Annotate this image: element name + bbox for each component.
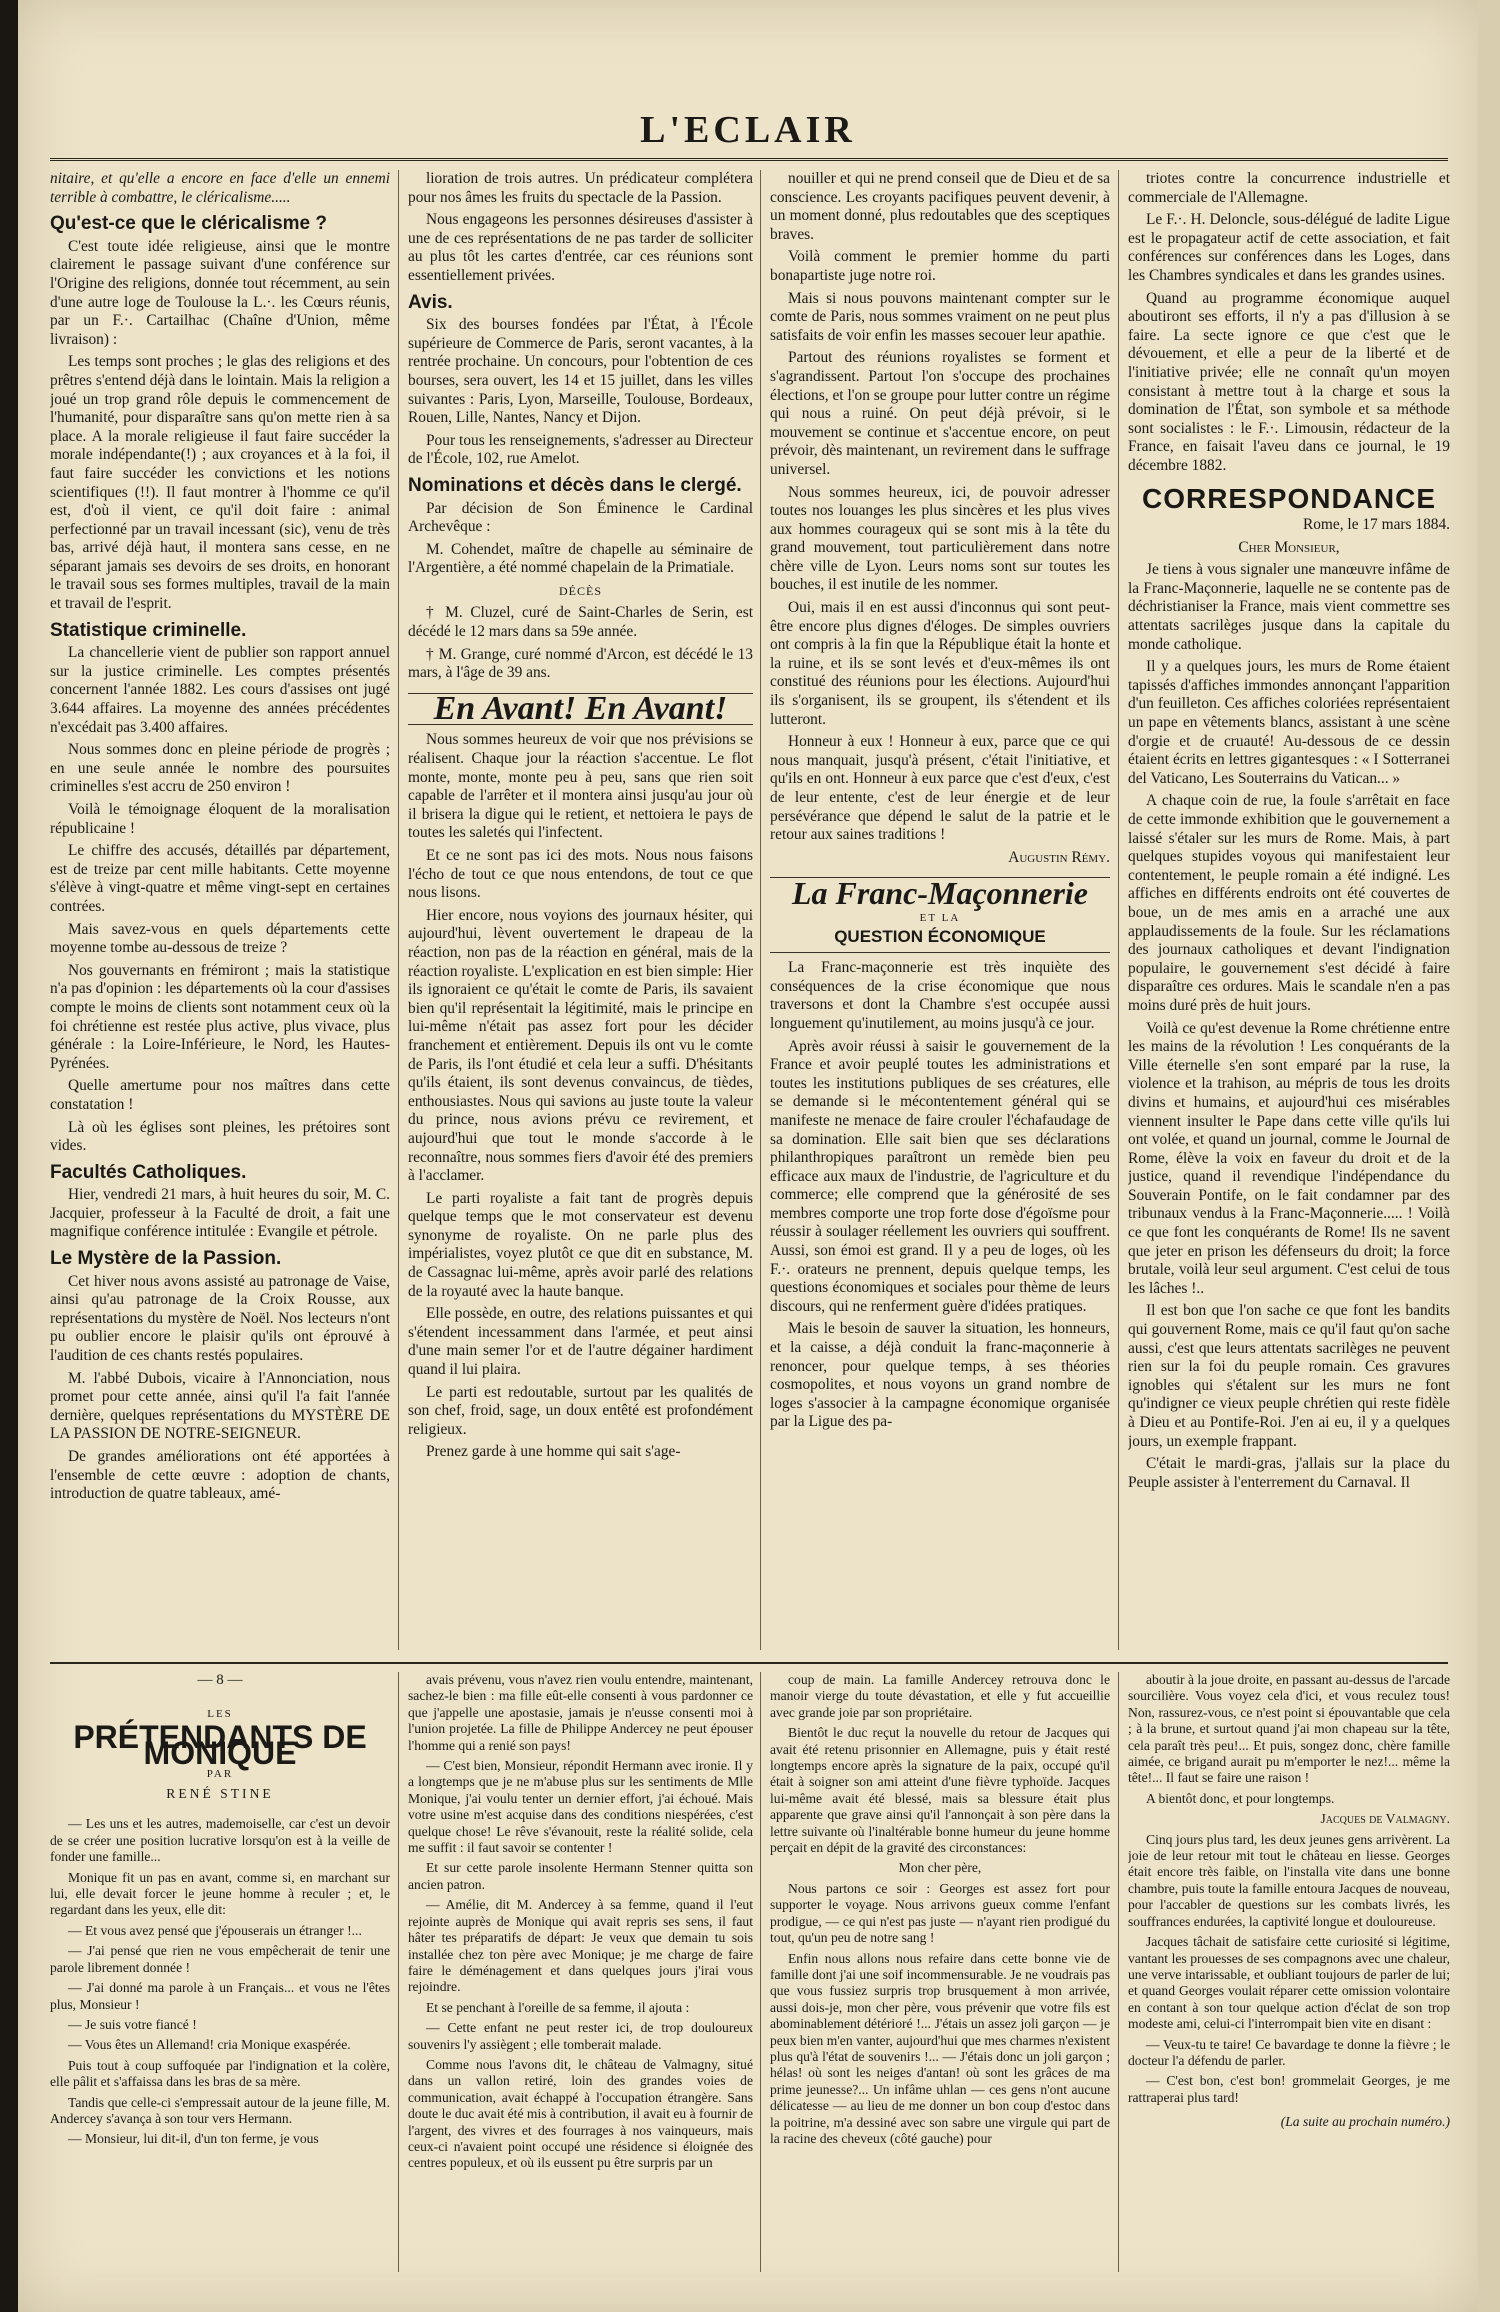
paragraph: lioration de trois autres. Un prédicateur complétera pour nos âmes les fruits du spectacle de la Passion.	[408, 170, 753, 206]
paragraph: † M. Grange, curé nommé d'Arcon, est décédé le 13 mars, à l'âge de 39 ans.	[408, 645, 753, 682]
paragraph: Mais si nous pouvons maintenant compter sur le comte de Paris, nous sommes vraiment on ne peut plus satisfaits de voir enfin les masses secouer leur apathie.	[770, 289, 1110, 344]
paragraph: Après avoir réussi à saisir le gouvernement de la France et avoir peuplé toutes les administrations et toutes les institutions publiques de ses créatures, elle se demande si le mécontentement général qui se manifeste ne menace de faire crouler l'échafaudage de sa domination. Elle sait bien que ses déclarations philanthropiques paraîtront un remède bien peu efficace aux maux de l'industrie, de l'agriculture et du commerce; elle comprend que la générosité de ses membres comporte une trop forte dose d'égoïsme pour réussir à soulager réellement les ouvriers qui souffrent. Aussi, son émoi est grand. Il y a peu de loges, où les F.·. orateurs ne prennent, depuis quelque temps, les questions économiques et sociales pour thème de leurs discours, qui ne renferment guère d'idées pratiques.	[770, 1037, 1110, 1315]
paragraph: La Franc-maçonnerie est très inquiète des conséquences de la crise économique que nous traversons et dont la Chambre s'est occupée aussi longuement qu'inutilement, au moins jusqu'à ce jour.	[770, 959, 1110, 1032]
paragraph: Nous sommes donc en pleine période de progrès ; en une seule année le nombre des poursuites criminelles s'est accru de 250 environ !	[50, 741, 390, 796]
paragraph: triotes contre la concurrence industrielle et commerciale de l'Allemagne.	[1128, 170, 1450, 206]
paragraph: Nous partons ce soir : Georges est assez fort pour supporter le voyage. Nous arrivons gueux comme l'enfant prodigue, — ce qui n'est pas juste — n'ayant rien prodigué du tout, qu'un peu de notre sang !	[770, 1880, 1110, 1946]
paragraph: Nous sommes heureux de voir que nos prévisions se réalisent. Chaque jour la réaction s'accentue. Le flot monte, monte, monte peu à peu, sans que rien soit capable de l'arrêter et il montera ainsi jusqu'au jour où il brisera la digue qui le retient, et nettoiera le pays de toutes les saletés qui l'infectent.	[408, 731, 753, 842]
paragraph: Le parti est redoutable, surtout par les qualités de son chef, froid, sage, un doux entêté est profondément religieux.	[408, 1383, 753, 1438]
paragraph: — J'ai donné ma parole à un Français... et vous ne l'êtes plus, Monsieur !	[50, 1980, 390, 2012]
column-divider	[398, 170, 399, 1650]
paragraph: Nous sommes heureux, ici, de pouvoir adresser toutes nos louanges les plus sincères et les plus vives aux hommes courageux qui se sont mis à la tête du grand mouvement, tout particulièrement dans notre chère ville de Lyon. Leurs noms sont sur toutes les bouches, il est inutile de les nommer.	[770, 483, 1110, 594]
headline-statistique: Statistique criminelle.	[50, 619, 247, 641]
feuilleton-title: PRÉTENDANTS DE MONIQUE	[73, 1718, 367, 1772]
column-2	[408, 170, 753, 1650]
paragraph: Pour tous les renseignements, s'adresser au Directeur de l'École, 102, rue Amelot.	[408, 431, 753, 468]
paragraph: — Vous êtes un Allemand! cria Monique exaspérée.	[68, 2037, 351, 2053]
paragraph: Voilà ce qu'est devenue la Rome chrétienne entre les mains de la révolution ! Les conquérants de la Ville éternelle s'en sont emparé par la ruse, la violence et la trahison, au mépris de tous les droits divins et humains, et aujourd'hui ces misérables viennent insulter le Pape dans cette ville qu'ils lui ont volée, et quand un journal, comme le Journal de Rome, élève la voix en faveur du droit et de la justice, quand il revendique l'indépendance du Souverain Pontife, on le fait condamner par des tribunaux vendus à la Franc-Maçonnerie..... ! Voilà ce que font les conquérants de Rome! Ils ne savent que jeter en prison les défenseurs du droit; la force brutale, voilà leur seul argument. C'est celui de tous les lâches !..	[1128, 1019, 1450, 1297]
column-3	[770, 170, 1110, 1650]
paragraph: Nous engageons les personnes désireuses d'assister à une de ces représentations de ne pas tarder de solliciter au plus tôt les cartes d'entrée, car ces réunions sont essentiellement privées.	[408, 211, 753, 284]
paragraph: — Cette enfant ne peut rester ici, de trop douloureux souvenirs l'y assiègent ; elle tomberait malade.	[408, 2020, 753, 2052]
column-4	[1128, 170, 1450, 1650]
paragraph: Cinq jours plus tard, les deux jeunes gens arrivèrent. La joie de leur retour mit tout le château en liesse. Georges était encore très faible, on l'installa vite dans une bonne chambre, puis toute la famille entoura Jacques de nouveau, pour l'accabler de questions sur les combats livrés, les souffrances endurées, la captivité longue et douloureuse.	[1128, 1831, 1450, 1929]
paragraph: Mais savez-vous en quels départements cette moyenne tombe au-dessous de treize ?	[50, 920, 390, 957]
paragraph: — Et vous avez pensé que j'épouserais un étranger !...	[68, 1922, 362, 1938]
paragraph: Voilà le témoignage éloquent de la moralisation républicaine !	[50, 801, 390, 837]
feuilleton-col-2	[408, 1672, 753, 2272]
paragraph: coup de main. La famille Andercey retrouva donc le manoir vierge du toute dévastation, et elle y fut accueillie avec grande joie par son propriétaire.	[770, 1672, 1110, 1720]
column-divider	[1118, 1672, 1119, 2272]
author-prefix: PAR	[206, 1767, 234, 1780]
page-number: — 8 —	[197, 1672, 243, 1688]
letter-date: Rome, le 17 mars 1884.	[1302, 516, 1450, 534]
paragraph: Comme nous l'avons dit, le château de Valmagny, situé dans un vallon retiré, loin des grandes voies de communication, avait échappé à l'occupation étrangère. Sans doute le duc avait été mis à contribution, il avait eu à fournir de l'argent, des vivres et des fourrages à nos vainqueurs, mais ceux-ci n'avaient point occupé une résidence si éloignée des centres populeux, et où ils eussent pu être surpris par un	[408, 2056, 753, 2171]
paragraph: — Monsieur, lui dit-il, d'un ton ferme, je vous	[68, 2131, 319, 2147]
paragraph: Le F.·. H. Deloncle, sous-délégué de ladite Ligue est le propagateur actif de cette association, et fait conférences sur conférences dans les Loges, dans les Chambres syndicales et dans les grandes usines.	[1128, 211, 1450, 284]
headline-nominations: Nominations et décès dans le clergé.	[408, 474, 742, 496]
paragraph: Mais le besoin de sauver la situation, les honneurs, et la caisse, a déjà conduit la franc-maçonnerie à renoncer, pour quelque temps, à ses théories cosmopolites, et nous voyons un grand nombre de loges s'associer à la campagne économique organisée par la Ligue des pa-	[770, 1320, 1110, 1431]
to-be-continued: (La suite au prochain numéro.)	[1280, 2114, 1450, 2130]
paragraph: Le parti royaliste a fait tant de progrès depuis quelque temps que le mot conservateur est devenu synonyme de royaliste. On ne parle plus des impérialistes, voyez plutôt ce que dit en substance, M. de Cassagnac lui-même, après avoir parlé des relations de la royauté avec la haute banque.	[408, 1189, 753, 1300]
paragraph: Tandis que celle-ci s'empressait autour de la jeune fille, M. Andercey s'avança à son tour vers Hermann.	[50, 2094, 390, 2126]
author-name: RENÉ STINE	[166, 1786, 274, 1802]
paragraph: Elle possède, en outre, des relations puissantes et qui s'étendent incessamment dans l'armée, et peut ainsi d'une main semer l'or et de l'autre dégainer hardiment quand il lui plaira.	[408, 1305, 753, 1379]
letter-salutation: Mon cher père,	[898, 1860, 982, 1876]
paragraph: — Veux-tu te taire! Ce bavardage te donne la fièvre ; le docteur l'a défendu de parler.	[1128, 2036, 1450, 2068]
signature: Jacques de Valmagny.	[1320, 1811, 1450, 1827]
feuilleton-col-1	[50, 1672, 390, 2272]
paragraph: Jacques tâchait de satisfaire cette curiosité si légitime, vantant les prouesses de ses compagnons avec une chaleur, une verve intarissable, et oubliant toujours de parler de lui; et quand Georges voulait réparer cette omission volontaire en contant à son tour quelque action d'éclat de son trop modeste ami, celui-ci l'interrompait bien vite en disant :	[1128, 1934, 1450, 2032]
paragraph: avais prévenu, vous n'avez rien voulu entendre, maintenant, sachez-le bien : ma fille eût-elle consenti à vous pardonner ce que j'appelle une apostasie, jamais je n'eusse consenti moi à l'union projetée. La fille de Philippe Andercey ne peut épouser l'homme qui a renié son pays!	[408, 1672, 753, 1753]
paragraph: Partout des réunions royalistes se forment et s'agrandissent. Partout l'on s'occupe des prochaines élections, et l'on se groupe pour lutter contre un régime qui nous a ruiné. On peut déjà prévoir, si le mouvement se continue et s'accentue encore, on peut prévoir, dès maintenant, un revirement dans le suffrage universel.	[770, 349, 1110, 478]
paragraph: aboutir à la joue droite, en passant au-dessus de l'arcade sourcilière. Vous voyez cela d'ici, et vous reculez tous! Non, rassurez-vous, ce n'est point si épouvantable que cela ; à la brune, et surtout quand j'ai mon chapeau sur la tête, cela paraît très peu!... Et puis, songez donc, chère famille aimée, ce brigand aurait pu m'emporter le nez!... même la tête!... Il faut se faire une raison !	[1128, 1672, 1450, 1786]
paragraph: Prenez garde à une homme qui sait s'age-	[426, 1443, 681, 1461]
paragraph: — C'est bon, c'est bon! grommelait Georges, je me rattraperai plus tard!	[1128, 2073, 1450, 2105]
masthead-rule	[50, 158, 1448, 161]
deces-label: DÉCÈS	[558, 583, 602, 598]
paragraph: Il y a quelques jours, les murs de Rome étaient tapissés d'affiches immondes annonçant l'apparition d'un feuilleton. Ces affiches coloriées représentaient un pape en vêtements blancs, assistant à une scène d'orgie et de cruauté! Au-dessous de ce dessin étaient écrits en lettres gigantesques : « I Sotterranei del Vaticano, Les Souterrains du Vatican... »	[1128, 658, 1450, 787]
headline-avis: Avis.	[408, 291, 453, 313]
paragraph: Oui, mais il en est aussi d'inconnus qui sont peut-être encore plus dignes d'éloges. De simples ouvriers ont compris à la fin que la République était la honte et la ruine, et ils se sont levés et d'eux-mêmes ils ont constitué des réunions pour les élections. Aujourd'hui ils s'organisent, ils se groupent, ils s'étendent et ils lutteront.	[770, 599, 1110, 728]
paragraph: A chaque coin de rue, la foule s'arrêtait en face de cette immonde exhibition que le gouvernement a laissé s'étaler sur les murs de Rome. Mais, à part quelques stupides voyous qui manifestaient leur contentement, le peuple romain a été indigné. Les affiches en différents endroits ont été couvertes de boue, un de mes amis en a arraché une aux applaudissements de la foule. Sur les réclamations des journaux catholiques et devant l'indignation populaire, le gouvernement s'est décidé à faire disparaître ces ordures. Mais le scandale n'en a pas moins duré près de huit jours.	[1128, 792, 1450, 1014]
feuilleton-col-3	[770, 1672, 1110, 2272]
column-1	[50, 170, 390, 1650]
masthead: L'ECLAIR	[640, 109, 856, 151]
intro-text: nitaire, et qu'elle a encore en face d'elle un ennemi terrible à combattre, le cléricalisme.....	[50, 170, 390, 206]
paragraph: Je tiens à vous signaler une manœuvre infâme de la Franc-Maçonnerie, laquelle ne se contente pas de déchristianiser la France, mais vient commettre ses attentats sacrilèges jusque dans la capitale du monde catholique.	[1128, 561, 1450, 653]
paragraph: Quand au programme économique auquel aboutiront ses efforts, il n'y a pas d'illusion à se faire. La secte ignore ce que c'est que le dévouement, et elle a peur de la liberté et de l'initiative privée; elle ne connaît qu'un moyen consistant à mettre tout à la charge et sous la domination de l'État, son symbole et sa méthode sont socialistes : le F.·. Limousin, rédacteur de la France, en faisait l'aveu dans ce journal, le 19 décembre 1882.	[1128, 289, 1450, 474]
paragraph: — Amélie, dit M. Andercey à sa femme, quand il l'eut rejointe auprès de Monique qui avait repris ses sens, il faut hâter tes préparatifs de départ: Je veux que demain tu sois installée chez ton père avec Monique; je me charge de faire faire le déménagement et dans quelques jours j'irai vous rejoindre.	[408, 1897, 753, 1995]
paragraph: Là où les églises sont pleines, les prétoires sont vides.	[50, 1118, 390, 1155]
paragraph: — C'est bien, Monsieur, répondit Hermann avec ironie. Il y a longtemps que je ne m'abuse plus sur les sentiments de Mlle Monique, j'ai voulu tenter un dernier effort, j'ai échoué. Mais votre usine m'est acquise dans des conditions niespérées, c'est quelque chose! Le rêve s'évanouit, reste la réalité solide, cela me suffit : il faut savoir se contenter !	[408, 1758, 753, 1856]
article-subtitle: QUESTION ÉCONOMIQUE	[770, 928, 1110, 954]
paragraph: — Les uns et les autres, mademoiselle, car c'est un devoir de se créer une position lucrative lorsqu'on est à la veille de fonder une famille...	[50, 1816, 390, 1865]
paragraph: Puis tout à coup suffoquée par l'indignation et la colère, elle pâlit et s'affaissa dans les bras de sa mère.	[50, 2057, 390, 2090]
title-prefix: LES	[207, 1708, 233, 1721]
paragraph: La chancellerie vient de publier son rapport annuel sur la justice criminelle. Les comptes présentés concernent l'année 1882. Les cours d'assises ont jugé 3.644 affaires. La moyenne des années précédentes n'excédait pas 3.400 affaires.	[50, 644, 390, 736]
paragraph: — Je suis votre fiancé !	[68, 2016, 197, 2032]
paragraph: Bientôt le duc reçut la nouvelle du retour de Jacques qui avait été retenu prisonnier en Allemagne, puis y était resté longtemps encore après la signature de la paix, occupé qu'il était à soigner son ami atteint d'une fièvre typhoïde. Jacques lui-même avait été blessé, mais sa blessure était plus apparente que grave ainsi qu'il l'annonçait à son père dans la lettre suivante où l'inaltérable bonne humeur du jeune homme perçait en dépit de la gravité des circonstances:	[770, 1725, 1110, 1856]
paragraph: Et ce ne sont pas ici des mots. Nous nous faisons l'écho de tout ce que nous entendons, de tout ce que nous lisons.	[408, 847, 753, 902]
paragraph: Six des bourses fondées par l'État, à l'École supérieure de Commerce de Paris, seront vacantes, à la rentrée prochaine. Un concours, pour l'obtention de ces bourses, sera ouvert, les 14 et 15 juillet, dans les villes suivantes : Paris, Lyon, Marseille, Toulouse, Bordeaux, Rouen, Lille, Nantes, Nancy et Dijon.	[408, 316, 753, 427]
paragraph: Hier, vendredi 21 mars, à huit heures du soir, M. C. Jacquier, professeur à la Faculté de droit, a fait une magnifique conférence intitulée : Evangile et pétrole.	[50, 1186, 390, 1241]
binding-spine	[0, 0, 18, 2312]
paragraph: Et sur cette parole insolente Hermann Stenner quitta son ancien patron.	[408, 1860, 753, 1892]
paragraph: A bientôt donc, et pour longtemps.	[1146, 1790, 1335, 1806]
column-divider	[1118, 170, 1119, 1650]
paragraph: — J'ai pensé que rien ne vous empêcherait de tenir une parole librement donnée !	[50, 1943, 390, 1975]
paragraph: nouiller et qui ne prend conseil que de Dieu et de sa conscience. Les croyants pacifiques peuvent devenir, à un moment donné, plus redoutables que des sceptiques braves.	[770, 170, 1110, 243]
column-divider	[398, 1672, 399, 2272]
paragraph: † M. Cluzel, curé de Saint-Charles de Serin, est décédé le 12 mars dans sa 59e année.	[408, 604, 753, 641]
paragraph: De grandes améliorations ont été apportées à l'ensemble de cette œuvre : adoption de chants, introduction de quatre tableaux, amé-	[50, 1448, 390, 1503]
paragraph: Honneur à eux ! Honneur à eux, parce que ce qui nous manquait, jusqu'à présent, c'était l'initiative, et qu'ils en ont. Honneur à eux parce que c'est d'eux, c'est de leur entente, c'est de leur énergie et de leur persévérance que dépend le salut de la patrie et le retour aux saines traditions !	[770, 733, 1110, 844]
headline-clericalisme: Qu'est-ce que le cléricalisme ?	[50, 213, 327, 235]
paragraph: Et se penchant à l'oreille de sa femme, il ajouta :	[426, 1999, 690, 2015]
paragraph: Par décision de Son Éminence le Cardinal Archevêque :	[408, 499, 753, 536]
paragraph: Il est bon que l'on sache ce que font les bandits qui gouvernent Rome, mais ce qu'il faut qu'on sache aussi, c'est que leurs attentats sacrilèges ne peuvent rien sur la foi du peuple romain. Ces gravures ignobles qui s'étalent sur les murs ne font qu'indigner ce vieux peuple chrétien qui reste fidèle à Dieu et au Pontife-Roi. J'en ai eu, il y a quelques jours, un exemple frappant.	[1128, 1302, 1450, 1450]
feuilleton-rule	[50, 1662, 1448, 1664]
paragraph: Voilà comment le premier homme du parti bonapartiste juge notre roi.	[770, 248, 1110, 284]
article-title-franc-maconnerie: La Franc-Maçonnerie	[770, 877, 1110, 909]
signature: Augustin Rémy.	[1008, 848, 1110, 866]
newspaper-page	[18, 0, 1478, 2312]
paragraph: M. Cohendet, maître de chapelle au séminaire de l'Argentière, a été nommé chapelain de la Primatiale.	[408, 540, 753, 577]
paragraph: Enfin nous allons nous refaire dans cette bonne vie de famille dont j'ai une soif incommensurable. Je ne voudrais pas que vous fussiez surpris trop brusquement à mon arrivée, aussi dois-je, mon cher père, vous prévenir que votre fils est abominablement détérioré !... J'étais un assez joli garçon — je peux bien m'en vanter, aujourd'hui que mes charmes n'existent plus qu'à l'état de souvenirs !... — J'étais donc un joli garçon ; hélas! où sont les neiges d'antan! où sont les grâces de ma prime jeunesse?... Un infâme uhlan — ces gens n'ont aucune délicatesse — au lieu de me donner un bon coup d'estoc dans la poitrine, m'a dessiné avec son sabre une virgule qui part de la racine des cheveux (côté gauche) pour	[770, 1950, 1110, 2146]
paragraph: Hier encore, nous voyions des journaux hésiter, qui aujourd'hui, lèvent ouvertement le drapeau de la réaction, non pas de la réaction en général, mais de la réaction royaliste. L'explication en est bien simple: Hier ils ignoraient ce qu'était le comte de Paris, ils savaient bien qu'il représentait la légitimité, mais le principe en lui-même n'était pas assez fort pour les décider franchement et entièrement. Depuis ils ont vu le comte de Paris, ils l'ont étudié et cela leur a suffi. D'hésitants qu'ils étaient, ils sont devenus convaincus, de tièdes, enthousiastes. Nous qui savions au juste toute la valeur du prince, nous avions prévu ce revirement, et aujourd'hui que tout le monde s'accorde à le reconnaître, nous sommes fiers d'avoir été des premiers à l'acclamer.	[408, 906, 753, 1185]
paragraph: C'était le mardi-gras, j'allais sur la place du Peuple assister à l'enterrement du Carnaval. Il	[1128, 1455, 1450, 1491]
headline-mystere: Le Mystère de la Passion.	[50, 1248, 282, 1270]
section-title-correspondance: CORRESPONDANCE	[1141, 482, 1437, 514]
paragraph: M. l'abbé Dubois, vicaire à l'Annonciation, nous promet pour cette année, ainsi qu'il l'a fait l'année dernière, quelques représentations du MYSTÈRE DE LA PASSION DE NOTRE-SEIGNEUR.	[50, 1369, 390, 1443]
paragraph: Quelle amertume pour nos maîtres dans cette constatation !	[50, 1077, 390, 1113]
letter-salutation: Cher Monsieur,	[1238, 538, 1340, 556]
column-divider	[760, 1672, 761, 2272]
paragraph: Les temps sont proches ; le glas des religions et des prêtres s'entend déjà dans le lointain. Mais la religion a joué un trop grand rôle depuis le commencement de l'humanité, pour disparaître sans qu'on mette rien à sa place. A la morale religieuse il faut faire succéder la morale indépendante(!) ; aux croyances et à la foi, il faut faire succéder les convictions et les notions scientifiques (!!). Il faut montrer à l'homme ce qu'il est, d'où il vient, ce qu'il doit faire : animal perfectionné par un travail incessant (sic), venu de très bas, arrivé déjà haut, il montera sans cesse, en ne séparant jamais ses devoirs de ses droits, en honorant le travail sous ses formes multiples, travail de la main et travail de l'esprit.	[50, 353, 390, 613]
paragraph: Nos gouvernants en frémiront ; mais la statistique n'a pas d'opinion : les départements où la cour d'assises compte le moins de clients sont notamment ceux où la foi chrétienne est restée plus active, plus vivace, plus générale : la Loire-Inférieure, le Nord, les Hautes-Pyrénées.	[50, 961, 390, 1072]
article-title-en-avant: En Avant! En Avant!	[408, 693, 753, 726]
paragraph: Le chiffre des accusés, détaillés par département, est de treize par cent mille habitants. Cette moyenne s'élève à vingt-quatre et même vingt-sept en certaines contrées.	[50, 842, 390, 915]
subtitle-connector: ET LA	[919, 911, 961, 924]
paragraph: C'est toute idée religieuse, ainsi que le montre clairement le passage suivant d'une conférence sur l'Origine des religions, donnée tout récemment, au sein d'une autre loge de Toulouse la L.·. les Cœurs réunis, par un F.·. Cartailhac (Chaîne d'Union, même livraison) :	[50, 237, 390, 348]
paragraph: Cet hiver nous avons assisté au patronage de Vaise, ainsi qu'au patronage de la Croix Rousse, aux représentations du mystère de Noël. Nos lecteurs n'ont pu oublier encore le plaisir qu'ils ont éprouvé à l'audition de ces chants restés populaires.	[50, 1272, 390, 1365]
column-divider	[760, 170, 761, 1650]
paragraph: Monique fit un pas en avant, comme si, en marchant sur lui, elle devait forcer le jeune homme à reculer ; et, le regardant dans les yeux, elle dit:	[50, 1869, 390, 1918]
feuilleton-col-4	[1128, 1672, 1450, 2272]
headline-facultes: Facultés Catholiques.	[50, 1161, 247, 1183]
